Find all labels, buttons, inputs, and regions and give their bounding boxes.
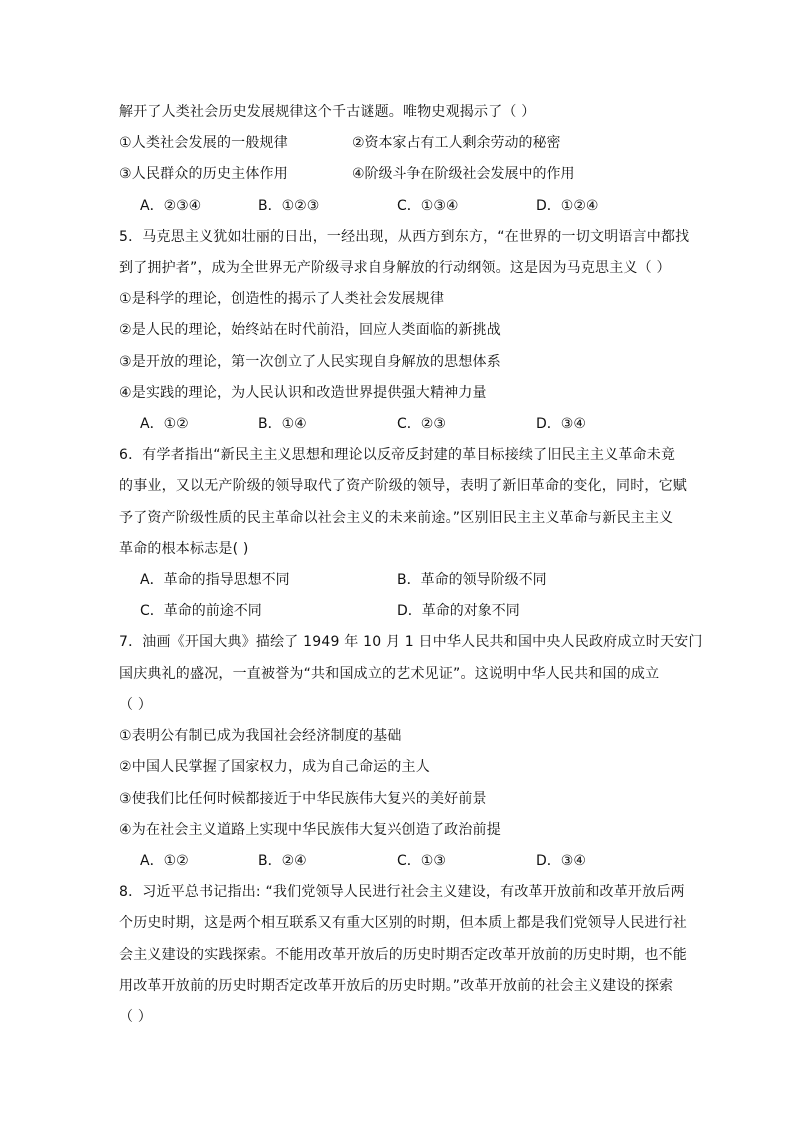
q6-line-2: 的事业，又以无产阶级的领导取代了资产阶级的领导，表明了新旧革命的变化，同时，它赋: [119, 478, 687, 494]
q6-line-1: 6．有学者指出“新民主主义思想和理论以反帝反封建的革目标接续了旧民主主义革命未竟: [119, 447, 676, 463]
q5-option-d: D．③④: [536, 416, 586, 432]
q6-option-c: C．革命的前途不同: [140, 603, 262, 619]
q4-statement-4: ④阶级斗争在阶级社会发展中的作用: [352, 166, 575, 182]
q7-option-b: B．②④: [258, 853, 307, 869]
q6-option-d: D．革命的对象不同: [397, 603, 520, 619]
q7-statement-4: ④为在社会主义道路上实现中华民族伟大复兴创造了政治前提: [119, 822, 501, 838]
q5-statement-3: ③是开放的理论，第一次创立了人民实现自身解放的思想体系: [119, 354, 501, 370]
q6-line-3: 予了资产阶级性质的民主革命以社会主义的未来前途。”区别旧民主主义革命与新民主主义: [119, 510, 674, 526]
q7-statement-2: ②中国人民掌握了国家权力，成为自己命运的主人: [119, 759, 430, 775]
q6-line-4: 革命的根本标志是( ): [119, 541, 249, 557]
q5-statement-2: ②是人民的理论，始终站在时代前沿，回应人类面临的新挑战: [119, 322, 501, 338]
q7-option-d: D．③④: [536, 853, 586, 869]
q8-line-5: （ ）: [119, 1009, 153, 1025]
q6-option-b: B．革命的领导阶级不同: [397, 572, 547, 588]
q5-option-c: C．②③: [397, 416, 446, 432]
q8-line-2: 个历史时期，这是两个相互联系又有重大区别的时期，但本质上都是我们党领导人民进行社: [119, 915, 687, 931]
q5-option-b: B．①④: [258, 416, 307, 432]
q8-line-4: 用改革开放前的历史时期否定改革开放后的历史时期。”改革开放前的社会主义建设的探索: [119, 978, 674, 994]
q5-line-2: 到了拥护者”，成为全世界无产阶级寻求自身解放的行动纲领。这是因为马克思主义（ ）: [119, 260, 671, 276]
q5-statement-4: ④是实践的理论，为人民认识和改造世界提供强大精神力量: [119, 385, 487, 401]
q7-option-a: A．①②: [140, 853, 189, 869]
q4-statement-3: ③人民群众的历史主体作用: [119, 166, 288, 182]
q7-statement-1: ①表明公有制已成为我国社会经济制度的基础: [119, 728, 402, 744]
q4-option-c: C．①③④: [397, 198, 459, 214]
q4-option-b: B．①②③: [258, 198, 320, 214]
q4-statement-2: ②资本家占有工人剩余劳动的秘密: [352, 135, 561, 151]
q4-option-a: A．②③④: [140, 198, 202, 214]
q4-stem: 解开了人类社会历史发展规律这个千古谜题。唯物史观揭示了（ ）: [119, 104, 536, 120]
q7-line-2: 国庆典礼的盛况，一直被誉为“共和国成立的艺术见证”。这说明中华人民共和国的成立: [119, 666, 660, 682]
q8-line-1: 8．习近平总书记指出: “我们党领导人民进行社会主义建设，有改革开放前和改革开放后两: [119, 884, 685, 900]
q8-line-3: 会主义建设的实践探索。不能用改革开放后的历史时期否定改革开放前的历史时期，也不能: [119, 947, 687, 963]
q5-line-1: 5．马克思主义犹如壮丽的日出，一经出现，从西方到东方，“在世界的一切文明语言中都找: [119, 229, 690, 245]
q4-option-d: D．①②④: [536, 198, 599, 214]
q7-option-c: C．①③: [397, 853, 446, 869]
q7-line-3: （ ）: [119, 697, 153, 713]
q5-option-a: A．①②: [140, 416, 189, 432]
q7-statement-3: ③使我们比任何时候都接近于中华民族伟大复兴的美好前景: [119, 791, 487, 807]
q6-option-a: A．革命的指导思想不同: [140, 572, 290, 588]
q4-statement-1: ①人类社会发展的一般规律: [119, 135, 288, 151]
q7-line-1: 7．油画《开国大典》描绘了 1949 年 10 月 1 日中华人民共和国中央人民政府成立时天安门: [119, 634, 703, 650]
q5-statement-1: ①是科学的理论，创造性的揭示了人类社会发展规律: [119, 291, 445, 307]
